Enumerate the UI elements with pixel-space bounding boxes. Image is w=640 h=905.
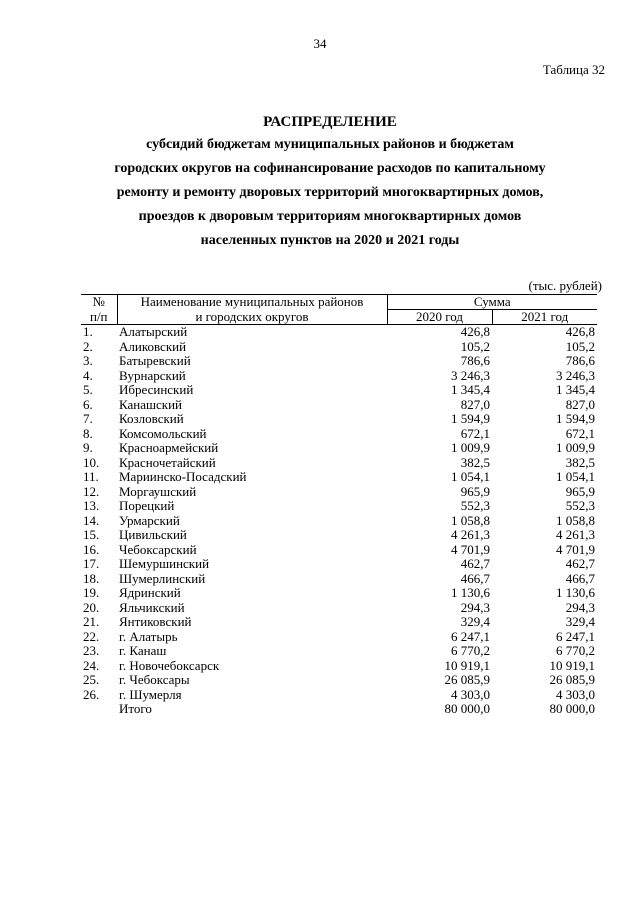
table-label: Таблица 32 (542, 62, 605, 77)
row-value-2021: 4 303,0 (556, 686, 595, 702)
row-name: Ядринский (119, 585, 181, 600)
table-row (81, 441, 597, 456)
row-name: Порецкий (119, 498, 175, 513)
row-name: Яльчикский (119, 599, 185, 615)
row-number: 7. (83, 411, 93, 426)
title-line: субсидий бюджетам муниципальных районов и бюджетам (146, 137, 514, 152)
table-row (81, 514, 597, 529)
row-name: Янтиковский (119, 614, 192, 629)
row-value-2021: 426,8 (565, 324, 595, 339)
title-line: ремонту и ремонту дворовых территорий многоквартирных домов, (116, 185, 544, 200)
header-sum: Сумма (387, 295, 597, 310)
row-value-2020: 1 345,4 (451, 382, 490, 397)
header-name: Наименование муниципальных районов (117, 295, 387, 310)
document-title (60, 110, 600, 253)
table-row (81, 354, 597, 369)
row-number: 24. (83, 657, 100, 673)
row-value-2020: 1 130,6 (451, 585, 490, 600)
row-value-2021: 329,4 (565, 614, 595, 629)
row-number: 17. (83, 556, 100, 571)
row-value-2020: 105,2 (460, 338, 490, 354)
row-number: 8. (83, 425, 93, 441)
row-value-2020: 4 303,0 (451, 686, 490, 702)
row-value-2020: 1 009,9 (451, 440, 490, 455)
row-value-2021: 294,3 (565, 599, 595, 615)
table-row (81, 586, 597, 601)
row-number: 1. (83, 324, 93, 339)
row-value-2020: 827,0 (460, 396, 490, 412)
row-number: 26. (83, 686, 100, 702)
row-name: Итого (119, 701, 152, 716)
table-row (81, 572, 597, 587)
row-value-2020: 672,1 (460, 425, 490, 441)
table-body (81, 325, 597, 717)
row-value-2020: 382,5 (460, 454, 490, 470)
row-number: 15. (83, 527, 100, 542)
row-value-2021: 1 054,1 (556, 469, 595, 484)
row-value-2020: 1 054,1 (451, 469, 490, 484)
row-value-2021: 786,6 (565, 353, 595, 368)
table-row (81, 644, 597, 659)
row-value-2021: 26 085,9 (549, 672, 595, 687)
table-row (81, 543, 597, 558)
row-name: Урмарский (119, 512, 180, 528)
row-number: 19. (83, 585, 100, 600)
row-value-2021: 1 345,4 (556, 382, 595, 397)
row-value-2020: 426,8 (460, 324, 490, 339)
table-row (81, 470, 597, 485)
row-name: Ибресинский (119, 382, 194, 397)
row-number: 11. (83, 469, 99, 484)
table-row (81, 673, 597, 688)
row-number: 4. (83, 367, 93, 383)
table-row (81, 398, 597, 413)
page-number: 34 (313, 36, 327, 51)
row-value-2020: 6 770,2 (451, 643, 490, 658)
row-name: Красночетайский (119, 454, 216, 470)
row-number: 2. (83, 338, 93, 354)
row-number: 9. (83, 440, 93, 455)
title-line: населенных пунктов на 2020 и 2021 годы (200, 233, 460, 248)
row-value-2020: 26 085,9 (444, 672, 490, 687)
row-number: 5. (83, 382, 93, 397)
row-value-2021: 6 247,1 (556, 628, 595, 644)
row-number: 12. (83, 483, 100, 499)
table-row (81, 615, 597, 630)
row-value-2020: 3 246,3 (451, 367, 490, 383)
row-number: 10. (83, 454, 100, 470)
row-name: Чебоксарский (119, 541, 197, 557)
table-row (81, 499, 597, 514)
row-number: 18. (83, 570, 100, 586)
row-value-2020: 1 594,9 (451, 411, 490, 426)
row-value-2020: 6 247,1 (451, 628, 490, 644)
row-number: 3. (83, 353, 93, 368)
row-value-2020: 786,6 (460, 353, 490, 368)
row-value-2020: 462,7 (460, 556, 490, 571)
row-value-2021: 672,1 (565, 425, 595, 441)
row-value-2021: 462,7 (565, 556, 595, 571)
row-name: Аликовский (119, 338, 187, 354)
row-number: 16. (83, 541, 100, 557)
row-name: Козловский (119, 411, 184, 426)
row-value-2021: 827,0 (565, 396, 595, 412)
row-value-2020: 466,7 (460, 570, 490, 586)
row-name: Мариинско-Посадский (119, 469, 247, 484)
row-name: г. Канаш (119, 643, 167, 658)
row-number: 20. (83, 599, 100, 615)
row-name: Красноармейский (119, 440, 219, 455)
row-number: 21. (83, 614, 100, 629)
row-name: г. Шумерля (119, 686, 182, 702)
header-num-sub: п/п (81, 310, 117, 325)
total-row (81, 702, 597, 717)
row-value-2020: 1 058,8 (451, 512, 490, 528)
row-value-2020: 552,3 (460, 498, 490, 513)
row-value-2021: 1 594,9 (556, 411, 595, 426)
header-year-2021: 2021 год (492, 310, 597, 325)
table-row (81, 688, 597, 703)
row-value-2021: 965,9 (565, 483, 595, 499)
row-number (81, 702, 117, 717)
row-value-2020: 965,9 (460, 483, 490, 499)
row-value-2021: 105,2 (565, 338, 595, 354)
title-line: проездов к дворовым территориям многоквартирных домов (138, 209, 522, 224)
row-name: Моргаушский (119, 483, 197, 499)
row-value-2021: 466,7 (565, 570, 595, 586)
row-value-2021: 6 770,2 (556, 643, 595, 658)
row-name: Шумерлинский (119, 570, 206, 586)
row-value-2021: 4 701,9 (556, 541, 595, 557)
table-row (81, 659, 597, 674)
distribution-table (81, 294, 597, 717)
row-value-2021: 1 058,8 (556, 512, 595, 528)
row-value-2021: 382,5 (565, 454, 595, 470)
row-name: Канашский (119, 396, 183, 412)
table-row (81, 528, 597, 543)
row-name: г. Алатырь (119, 628, 178, 644)
table-row (81, 412, 597, 427)
row-number: 22. (83, 628, 100, 644)
row-value-2020: 329,4 (460, 614, 490, 629)
table-row (81, 383, 597, 398)
row-value-2021: 1 009,9 (556, 440, 595, 455)
table-row (81, 630, 597, 645)
table-row (81, 427, 597, 442)
row-value-2020: 80 000,0 (444, 701, 490, 716)
row-number: 6. (83, 396, 93, 412)
row-name: г. Чебоксары (119, 672, 190, 687)
row-value-2021: 10 919,1 (549, 657, 595, 673)
table-header (81, 295, 597, 325)
row-value-2021: 3 246,3 (556, 367, 595, 383)
row-name: Вурнарский (119, 367, 186, 383)
header-num: № (81, 295, 117, 310)
row-value-2020: 294,3 (460, 599, 490, 615)
title-heading: РАСПРЕДЕЛЕНИЕ (263, 114, 397, 130)
row-name: Алатырский (119, 324, 188, 339)
row-name: Батыревский (119, 353, 191, 368)
title-line: городских округов на софинансирование расходов по капитальному (114, 161, 546, 176)
row-number: 13. (83, 498, 100, 513)
row-number: 25. (83, 672, 100, 687)
table-row (81, 340, 597, 355)
row-number: 14. (83, 512, 100, 528)
row-value-2021: 4 261,3 (556, 527, 595, 542)
table-row (81, 325, 597, 340)
row-value-2020: 10 919,1 (444, 657, 490, 673)
row-value-2021: 552,3 (565, 498, 595, 513)
row-name: Комсомольский (119, 425, 207, 441)
header-year-2020: 2020 год (387, 310, 492, 325)
row-value-2021: 1 130,6 (556, 585, 595, 600)
row-name: г. Новочебоксарск (119, 657, 220, 673)
row-name: Цивильский (119, 527, 187, 542)
row-name: Шемуршинский (119, 556, 210, 571)
row-value-2020: 4 701,9 (451, 541, 490, 557)
table-row (81, 485, 597, 500)
table-row (81, 369, 597, 384)
row-number: 23. (83, 643, 100, 658)
table-row (81, 456, 597, 471)
table-row (81, 601, 597, 616)
row-value-2020: 4 261,3 (451, 527, 490, 542)
table-row (81, 557, 597, 572)
header-name-sub: и городских округов (117, 310, 387, 325)
units-label: (тыс. рублей) (528, 278, 602, 293)
row-value-2021: 80 000,0 (549, 701, 595, 716)
